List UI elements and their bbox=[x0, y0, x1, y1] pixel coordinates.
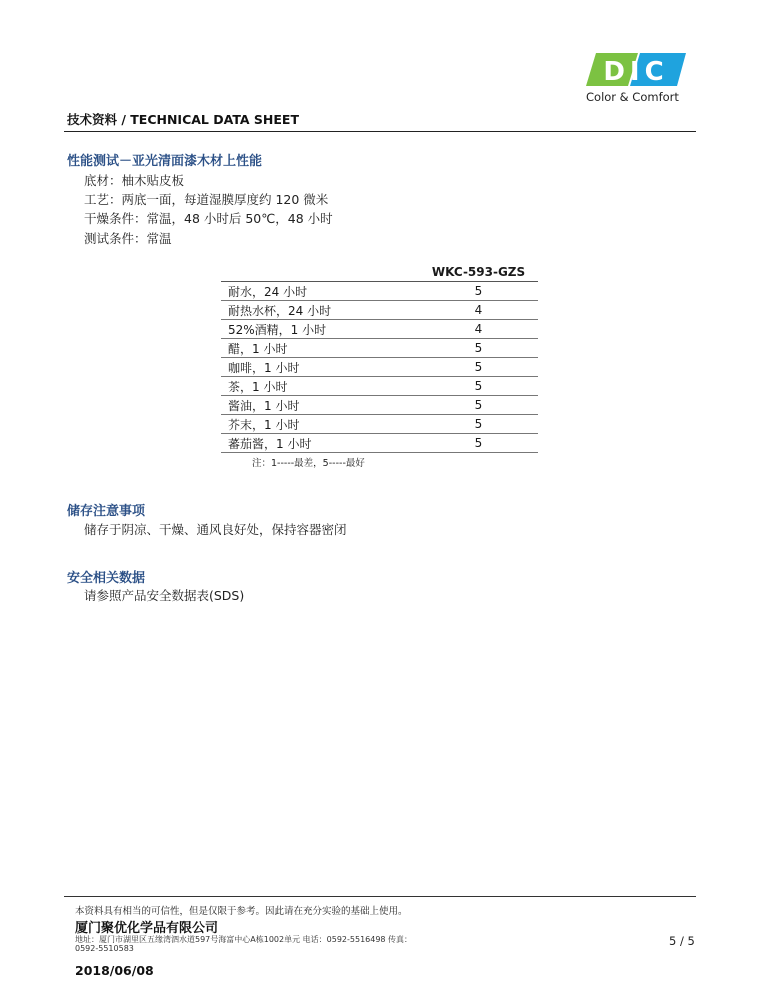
table-row bbox=[221, 339, 538, 358]
company-logo bbox=[586, 53, 690, 105]
drying-line: 干燥条件：常温，48 小时后 50℃，48 小时 bbox=[84, 211, 333, 226]
test-rating: 4 bbox=[419, 320, 538, 339]
test-rating: 5 bbox=[419, 358, 538, 377]
header-blank-cell bbox=[221, 262, 419, 282]
company-address: 地址：厦门市湖里区五缘湾泗水道597号海富中心A栋1002单元 电话：0592-5516498 传真：0592-5510583 bbox=[75, 935, 413, 953]
process-line: 工艺：两底一面，每道湿膜厚度约 120 微米 bbox=[84, 192, 329, 207]
performance-table bbox=[221, 262, 538, 453]
header-divider bbox=[64, 131, 696, 132]
test-label: 52%酒精，1 小时 bbox=[221, 320, 419, 339]
table-row bbox=[221, 301, 538, 320]
company-name: 厦门聚优化学品有限公司 bbox=[75, 921, 219, 936]
test-rating: 5 bbox=[419, 434, 538, 453]
test-label: 茶，1 小时 bbox=[221, 377, 419, 396]
test-label: 醋，1 小时 bbox=[221, 339, 419, 358]
test-conditions-line: 测试条件：常温 bbox=[84, 231, 172, 246]
test-rating: 5 bbox=[419, 282, 538, 301]
safety-text: 请参照产品安全数据表(SDS) bbox=[84, 588, 245, 603]
table-row bbox=[221, 358, 538, 377]
test-rating: 5 bbox=[419, 377, 538, 396]
table-row bbox=[221, 434, 538, 453]
table-row bbox=[221, 415, 538, 434]
table-row bbox=[221, 396, 538, 415]
dic-logo-mark bbox=[586, 53, 686, 86]
substrate-line: 底材：柚木贴皮板 bbox=[84, 173, 185, 188]
test-label: 蕃茄酱，1 小时 bbox=[221, 434, 419, 453]
page-number: 5 / 5 bbox=[669, 934, 695, 948]
storage-text: 储存于阴凉、干燥、通风良好处，保持容器密闭 bbox=[84, 522, 347, 537]
test-label: 耐热水杯，24 小时 bbox=[221, 301, 419, 320]
table-header-row bbox=[221, 262, 538, 282]
test-rating: 5 bbox=[419, 339, 538, 358]
test-label: 耐水，24 小时 bbox=[221, 282, 419, 301]
test-rating: 5 bbox=[419, 396, 538, 415]
logo-tagline: Color & Comfort bbox=[586, 90, 679, 104]
rating-scale-note: 注：1-----最差，5-----最好 bbox=[252, 458, 365, 469]
test-label: 咖啡，1 小时 bbox=[221, 358, 419, 377]
storage-heading: 储存注意事项 bbox=[67, 504, 146, 519]
table-row bbox=[221, 282, 538, 301]
test-rating: 5 bbox=[419, 415, 538, 434]
table-row bbox=[221, 377, 538, 396]
document-date: 2018/06/08 bbox=[75, 963, 154, 978]
product-column-header: WKC-593-GZS bbox=[419, 262, 538, 282]
test-label: 芥末，1 小时 bbox=[221, 415, 419, 434]
logo-letters: DIC bbox=[603, 57, 669, 86]
performance-heading: 性能测试－亚光清面漆木材上性能 bbox=[67, 154, 263, 169]
disclaimer: 本资料具有相当的可信性，但是仅限于参考。因此请在充分实验的基础上使用。 bbox=[75, 906, 408, 917]
doc-title: 技术资料 / TECHNICAL DATA SHEET bbox=[67, 112, 299, 127]
safety-heading: 安全相关数据 bbox=[67, 571, 146, 586]
table-row bbox=[221, 320, 538, 339]
footer-divider bbox=[64, 896, 696, 897]
test-label: 酱油，1 小时 bbox=[221, 396, 419, 415]
test-rating: 4 bbox=[419, 301, 538, 320]
